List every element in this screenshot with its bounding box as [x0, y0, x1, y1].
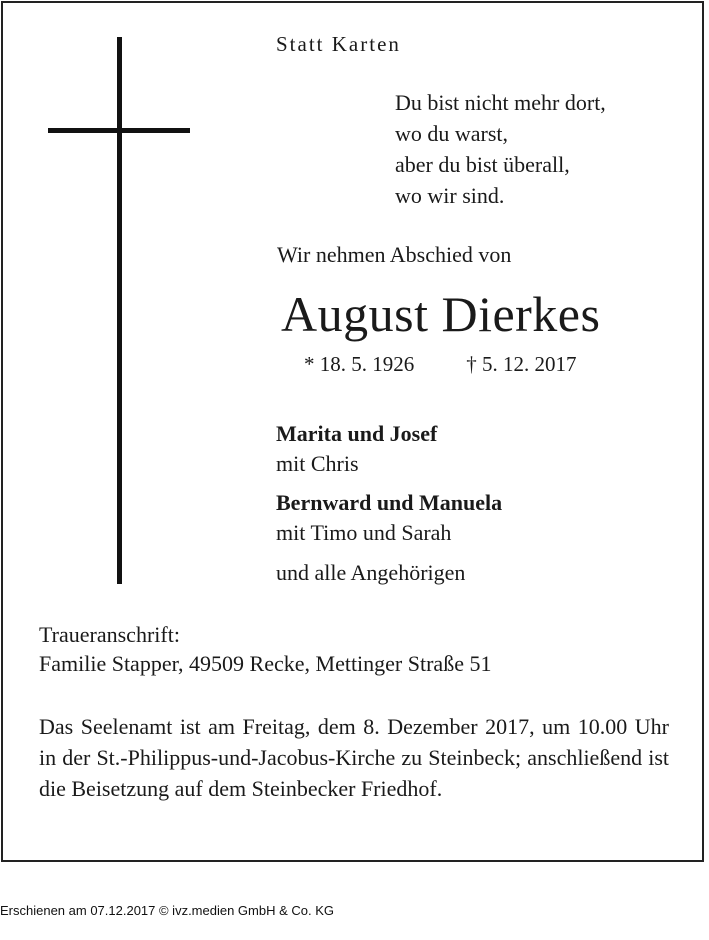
poem-line: wo du warst,	[395, 121, 509, 146]
address-label: Traueranschrift:	[39, 622, 180, 647]
intro-text: Wir nehmen Abschied von	[277, 242, 512, 267]
mourner-with: mit Timo und Sarah	[276, 520, 452, 545]
death-date: † 5. 12. 2017	[466, 352, 577, 376]
poem	[395, 87, 606, 211]
birth-date: * 18. 5. 1926	[304, 352, 415, 376]
address: Familie Stapper, 49509 Recke, Mettinger Straße 51	[39, 651, 492, 676]
cross-icon-horizontal	[48, 128, 190, 133]
life-dates	[304, 352, 577, 377]
poem-line: Du bist nicht mehr dort,	[395, 90, 606, 115]
service-text: Das Seelenamt ist am Freitag, dem 8. Dezember 2017, um 10.00 Uhr in der St.-Philippus-und-Jacobus-Kirche zu Steinbeck; anschließend ist die Beisetzung auf dem Steinbecker Friedhof.	[39, 714, 669, 801]
cross-icon-vertical	[117, 37, 122, 584]
poem-line: wo wir sind.	[395, 183, 505, 208]
publication-footer: Erschienen am 07.12.2017 © ivz.medien GmbH & Co. KG	[0, 903, 335, 918]
header-statt-karten: Statt Karten	[276, 32, 401, 56]
relatives-text: und alle Angehörigen	[276, 560, 466, 585]
mourner-with: mit Chris	[276, 451, 359, 476]
poem-line: aber du bist überall,	[395, 152, 570, 177]
mourner-names: Bernward und Manuela	[276, 490, 503, 515]
mourner-names: Marita und Josef	[276, 421, 438, 446]
deceased-name: August Dierkes	[281, 286, 601, 342]
